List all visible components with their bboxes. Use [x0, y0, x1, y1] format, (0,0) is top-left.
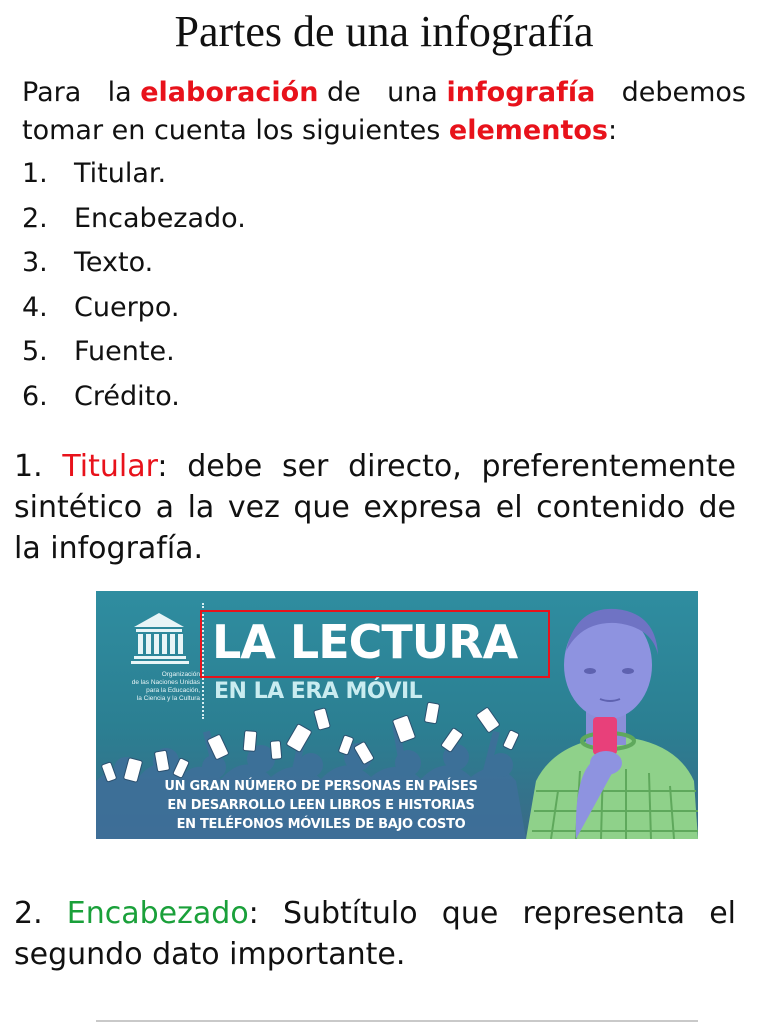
- unesco-logo-icon: [131, 613, 189, 664]
- intro-paragraph: [22, 74, 746, 150]
- term-encabezado: Encabezado: [66, 896, 249, 931]
- list-item: 2. Encabezado.: [22, 202, 246, 234]
- list-item: 5. Fuente.: [22, 336, 175, 367]
- encabezado-definition: 2. Encabezado: Subtítulo que representa el segundo dato importante.: [14, 896, 736, 972]
- infographic-example-image: [96, 591, 698, 839]
- next-image-edge: [96, 1020, 698, 1022]
- intro-line-1: [22, 74, 746, 112]
- intro-word: de: [327, 77, 361, 108]
- titular-highlight-box: [200, 610, 550, 678]
- keyword-elementos: elementos: [448, 115, 608, 146]
- list-item: 4. Cuerpo.: [22, 291, 180, 323]
- pink-phone: [593, 717, 617, 755]
- infographic-caption: UN GRAN NÚMERO DE PERSONAS EN PAÍSES EN DESARROLLO LEEN LIBROS E HISTORIAS EN TELÉFONOS MÓVILES DE BAJO COSTO: [164, 779, 478, 832]
- infographic-headline: LA LECTURA: [212, 615, 518, 669]
- intro-line-2: tomar en cuenta los siguientes elementos:: [22, 115, 618, 146]
- intro-word: Para: [22, 77, 82, 108]
- keyword-elaboracion: elaboración: [140, 77, 319, 108]
- infographic-subhead: EN LA ERA MÓVIL: [214, 679, 423, 704]
- titular-definition: 1. Titular: debe ser directo, preferentemente sintético a la vez que expresa el contenido de la infografía.: [14, 449, 736, 566]
- term-titular: Titular: [62, 449, 158, 484]
- page-title: Partes de una infografía: [174, 7, 594, 56]
- unesco-org-name: Organización de las Naciones Unidas para la Educación, la Ciencia y la Cultura: [131, 671, 200, 702]
- intro-word: una: [387, 77, 438, 108]
- list-item: 1. Titular.: [22, 158, 167, 189]
- intro-word: la: [107, 77, 132, 108]
- intro-word: debemos: [621, 77, 746, 108]
- list-item: 6. Crédito.: [22, 380, 180, 412]
- list-item: 3. Texto.: [22, 247, 154, 278]
- elements-list: [22, 152, 246, 419]
- keyword-infografia: infografía: [446, 77, 596, 108]
